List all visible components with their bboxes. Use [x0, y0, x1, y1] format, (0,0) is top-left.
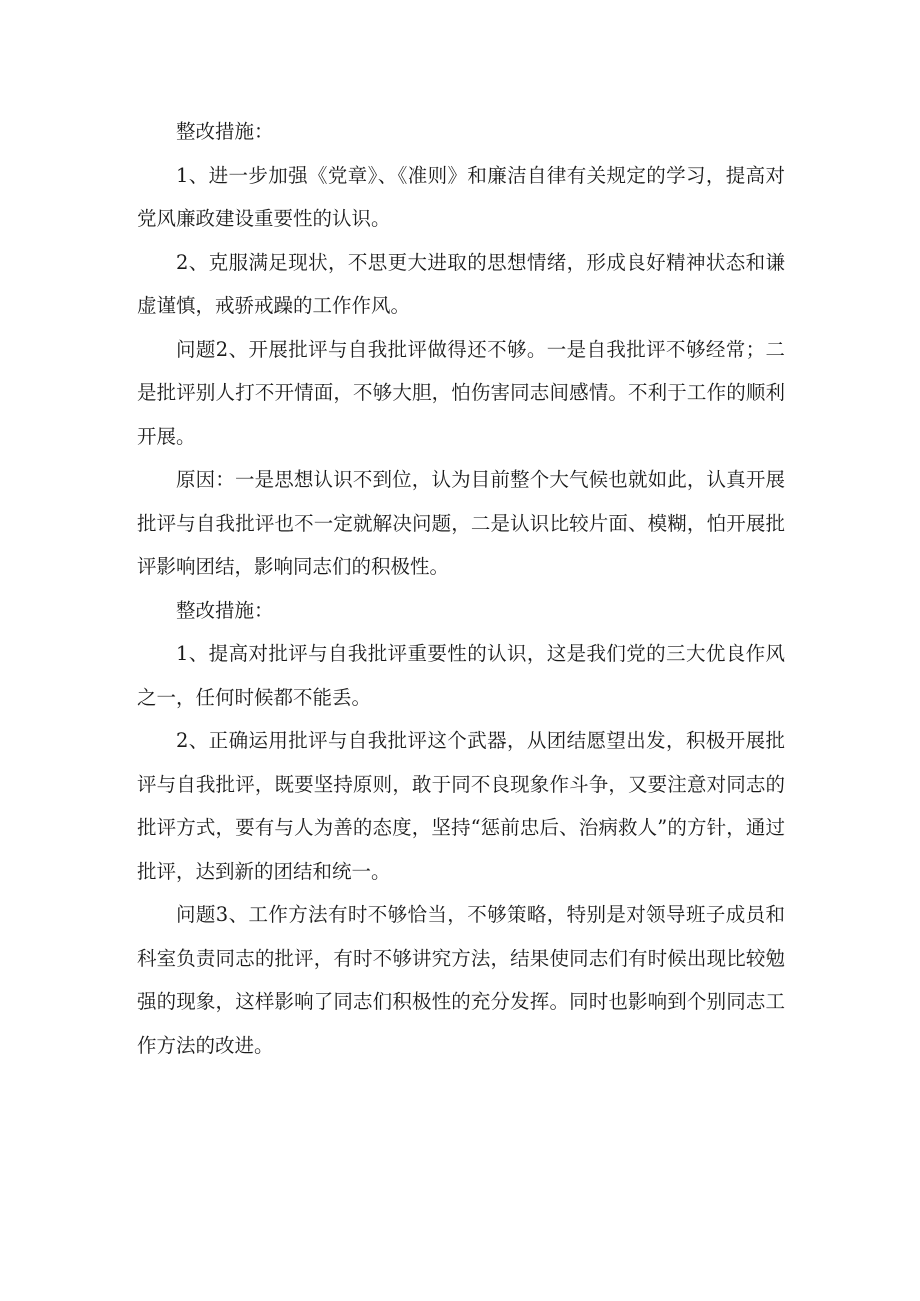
paragraph-cause-2: 原因：一是思想认识不到位，认为目前整个大气候也就如此，认真开展批评与自我批评也不一定就解决问题，二是认识比较片面、模糊，怕开展批评影响团结，影响同志们的积极性。 — [137, 468, 785, 578]
document-body — [137, 110, 785, 1067]
paragraph-measure-1-1: 1、进一步加强《党章》、《准则》和廉洁自律有关规定的学习，提高对党风廉政建设重要性的认识。 — [137, 163, 785, 230]
paragraph-measure-2-2: 2、正确运用批评与自我批评这个武器，从团结愿望出发，积极开展批评与自我批评，既要坚持原则，敢于同不良现象作斗争，又要注意对同志的批评方式，要有与人为善的态度，坚持“惩前忠后、治病救人”的方针，通过批评，达到新的团结和统一。 — [137, 729, 785, 883]
paragraph-measure-2-1: 1、提高对批评与自我批评重要性的认识，这是我们党的三大优良作风之一，任何时候都不能丢。 — [137, 642, 785, 709]
paragraph-measure-1-2: 2、克服满足现状，不思更大进取的思想情绪，形成良好精神状态和谦虚谨慎，戒骄戒躁的工作作风。 — [137, 250, 785, 317]
paragraph-rectification-heading-2: 整改措施： — [176, 598, 274, 622]
paragraph-issue-2: 问题2、开展批评与自我批评做得还不够。一是自我批评不够经常；二是批评别人打不开情面，不够大胆，怕伤害同志间感情。不利于工作的顺利开展。 — [137, 337, 785, 448]
paragraph-issue-3: 问题3、工作方法有时不够恰当，不够策略，特别是对领导班子成员和科室负责同志的批评，有时不够讲究方法，结果使同志们有时候出现比较勉强的现象，这样影响了同志们积极性的充分发挥。同时也影响到个别同志工作方法的改进。 — [137, 903, 785, 1057]
paragraph-rectification-heading-1: 整改措施： — [176, 120, 274, 143]
